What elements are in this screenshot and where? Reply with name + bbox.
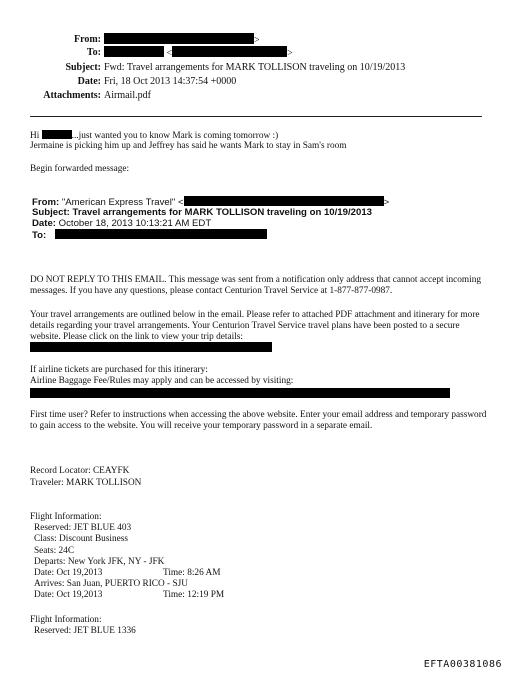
flight-departs: Departs: New York JFK, NY - JFK [34,557,165,567]
header-from-label: From: [73,34,101,45]
airline-line-2: Airline Baggage Fee/Rules may apply and can be accessed by visiting: [30,376,294,386]
flight-arrival-time: Time: 12:19 PM [163,590,225,600]
flight-departure-time: Time: 8:26 AM [163,568,221,578]
header-date-label: Date: [77,76,101,87]
notice-paragraph: DO NOT REPLY TO THIS EMAIL. This message was sent from a notification only address that cannot accept incoming messages. If you have any questions, please contact Centurion Travel Service at 1-877-877-0987. [30,275,482,297]
redaction-block [30,342,272,352]
forwarded-subject-row: Subject: Travel arrangements for MARK TOLLISON traveling on 10/19/2013 [32,207,372,218]
flight-seats: Seats: 24C [34,546,75,556]
flight-arrives: Arrives: San Juan, PUERTO RICO - SJU [34,579,188,589]
redaction-block [104,33,254,44]
redaction-block [55,229,267,239]
flight-arrival-date: Date: Oct 19,2013 [34,590,103,600]
begin-forwarded: Begin forwarded message: [30,164,130,174]
airline-line-1: If airline tickets are purchased for this itinerary: [30,365,208,375]
attachment-link[interactable]: Airmail.pdf [104,90,151,101]
redaction-block [30,388,450,398]
greeting-line: Hi ...just wanted you to know Mark is coming tomorrow :) [30,131,279,141]
redaction-block [42,130,72,139]
redaction-block [104,46,164,57]
trip-link[interactable] [30,342,490,355]
header-date-value: Fri, 18 Oct 2013 14:37:54 +0000 [104,76,237,87]
first-time-paragraph: First time user? Refer to instructions when accessing the above website. Enter your email address and temporary password to gain access to the website. You will receive your temporary password in a separate email. [30,410,487,432]
arrangements-paragraph: Your travel arrangements are outlined below in the email. Please refer to attached PDF attachment and itinerary for more details regarding your travel arrangements. Your Centurion Travel Service travel plans have been posted to a secure website. Please click on the link to view your trip details: [30,310,480,343]
header-divider [30,116,482,117]
record-locator: Record Locator: CEAYFK [30,466,130,476]
forwarded-to-row: To: [32,229,267,241]
flight-title: Flight Information: [30,512,102,522]
flight-reserved: Reserved: JET BLUE 403 [34,523,132,533]
message-line: Jermaine is picking him up and Jeffrey has said he wants Mark to stay in Sam's room [30,141,347,151]
redaction-block [184,196,384,206]
forwarded-date-row: Date: October 18, 2013 10:13:21 AM EDT [32,218,212,229]
header-attachments-label: Attachments: [43,90,101,101]
flight-class: Class: Discount Business [34,534,129,544]
forwarded-from-row: From: "American Express Travel" < > [32,197,390,208]
traveler: Traveler: MARK TOLLISON [30,478,142,488]
document-id: EFTA00381086 [423,659,502,670]
flight-reserved: Reserved: JET BLUE 1336 [34,626,136,636]
header-to-label: To: [86,47,101,58]
redaction-block [172,46,287,57]
flight-title: Flight Information: [30,615,102,625]
header-subject-value: Fwd: Travel arrangements for MARK TOLLISON traveling on 10/19/2013 [104,62,406,73]
header-subject-label: Subject: [65,62,101,73]
baggage-link[interactable] [30,388,490,401]
flight-departure-date: Date: Oct 19,2013 [34,568,103,578]
